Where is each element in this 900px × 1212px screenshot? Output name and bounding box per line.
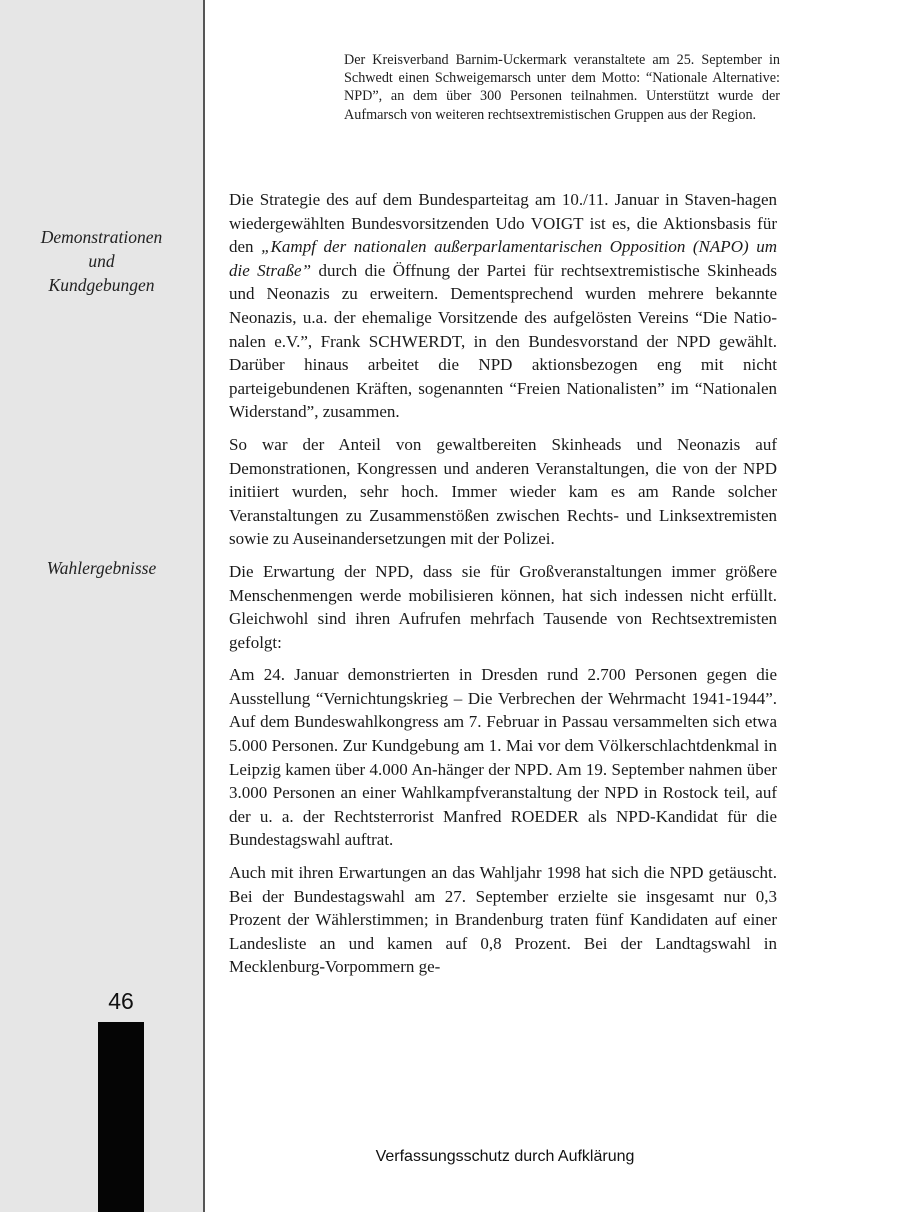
paragraph: Auch mit ihren Erwartungen an das Wahljahr 1998 hat sich die NPD getäuscht. Bei der Bundestagswahl am 27. September erzielte sie insgesamt nur 0,3 Prozent der Wählerstimmen; in Brandenburg traten fünf Kandidaten auf einer Landesliste an und kamen auf 0,8 Prozent. Bei der Landtagswahl in Mecklenburg-Vorpommern ge- <box>229 863 777 977</box>
main-text <box>229 188 777 988</box>
paragraph: Die Erwartung der NPD, dass sie für Großveranstaltungen immer größere Menschenmengen werde mobilisieren können, hat sich indessen nicht erfüllt. Gleichwohl sind ihren Aufrufen mehrfach Tausende von Rechtsextremisten gefolgt: <box>229 561 777 652</box>
page-number: 46 <box>108 988 134 1014</box>
image-caption <box>344 51 780 124</box>
sidebar-divider <box>203 0 205 1212</box>
margin-note-line: und <box>88 251 115 271</box>
quoted-slogan: „Kampf der nationalen außerparlamentarischen Opposition (NAPO) um die Straße” <box>229 237 777 280</box>
paragraph-text: durch die Öffnung der Partei für rechtsextremistische Skinheads und Neonazis zu erweitern. Dementsprechend wurden mehrere bekannte Neonazis, u.a. der ehemalige Vorsitzende des aufgelösten Vereins “Die Nationalen e.V.”, Frank SCHWERDT, in den Bundesvorstand der NPD gewählt. Darüber hinaus arbeitet die NPD aktionsbezogen eng mit nicht parteigebundenen Kräften, sogenannten “Freien Nationalisten” im “Nationalen Widerstand”, zusammen. <box>229 260 777 422</box>
caption-text: Der Kreisverband Barnim-Uckermark veranstaltete am 25. September in Schwedt einen Schweigemarsch unter dem Motto: “Nationale Alternative: NPD”, an dem über 300 Personen teilnahmen. Unterstützt wurde der Aufmarsch von weiteren rechtsextremistischen Gruppen aus der Region. <box>344 52 780 123</box>
margin-note-election-results <box>0 556 203 580</box>
paragraph <box>229 188 777 424</box>
paragraph: Am 24. Januar demonstrierten in Dresden rund 2.700 Personen gegen die Ausstellung “Vernichtungskrieg – Die Verbrechen der Wehrmacht 1941-1944”. Auf dem Bundeswahlkongress am 7. Februar in Passau versammelten sich etwa 5.000 Personen. Zur Kundgebung am 1. Mai vor dem Völkerschlachtdenkmal in Leipzig kamen über 4.000 An-hänger der NPD. Am 19. September nahmen über 3.000 Personen an einer Wahlkampfveranstaltung der NPD in Rostock teil, auf der u. a. der Rechtsterrorist Manfred ROEDER als NPD-Kandidat für die Bundestagswahl auftrat. <box>229 665 777 850</box>
page-footer: Verfassungsschutz durch Aufklärung <box>375 1148 635 1165</box>
paragraph: So war der Anteil von gewaltbereiten Skinheads und Neonazis auf Demonstrationen, Kongressen und anderen Veranstaltungen, die von der NPD initiiert wurden, sehr hoch. Immer wieder kam es am Rande solcher Veranstaltungen zu Zusammenstößen zwischen Rechts- und Linksextremisten sowie zu Auseinandersetzungen mit der Polizei. <box>229 434 777 549</box>
margin-note-demonstrations <box>0 225 203 297</box>
paragraph-text: Die Strategie des auf dem Bundesparteitag am 10./11. Januar in Staven-hagen wiedergewählten Bundesvorsitzenden Udo VOIGT ist es, die Aktionsbasis für den <box>229 190 777 257</box>
page-number-bar <box>98 1022 144 1212</box>
margin-note-line: Demonstrationen <box>40 227 163 247</box>
margin-note-line: Kundgebungen <box>48 275 155 295</box>
margin-note-line: Wahlergebnisse <box>46 558 157 578</box>
